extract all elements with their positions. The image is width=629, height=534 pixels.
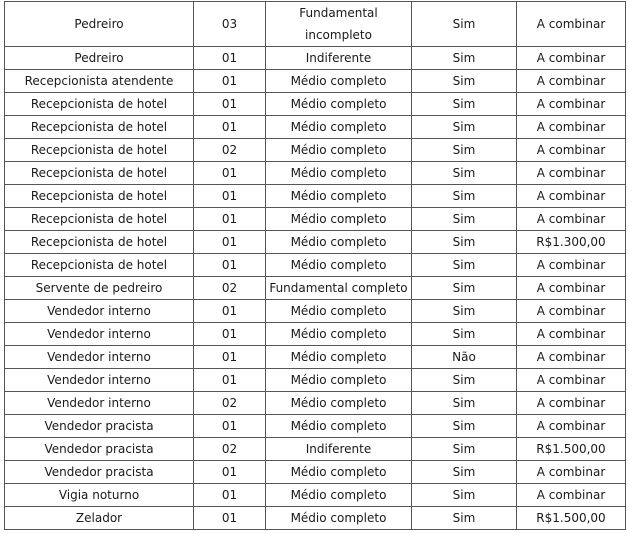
cell-vagas: 01 — [194, 254, 266, 277]
cell-vagas: 01 — [194, 484, 266, 507]
cell-escolaridade: Médio completo — [266, 507, 412, 530]
cell-escolaridade: Médio completo — [266, 162, 412, 185]
cell-experiencia: Sim — [412, 369, 517, 392]
cell-escolaridade: Médio completo — [266, 461, 412, 484]
cell-vagas: 01 — [194, 461, 266, 484]
cell-experiencia: Sim — [412, 116, 517, 139]
cell-salario: A combinar — [517, 323, 626, 346]
cell-cargo: Recepcionista de hotel — [5, 116, 194, 139]
cell-cargo: Pedreiro — [5, 2, 194, 47]
table-row — [5, 392, 626, 415]
cell-vagas: 02 — [194, 139, 266, 162]
cell-experiencia: Sim — [412, 47, 517, 70]
cell-experiencia: Sim — [412, 300, 517, 323]
cell-experiencia: Sim — [412, 185, 517, 208]
cell-escolaridade: Médio completo — [266, 231, 412, 254]
cell-escolaridade: Médio completo — [266, 254, 412, 277]
cell-vagas: 02 — [194, 277, 266, 300]
cell-cargo: Vendedor pracista — [5, 461, 194, 484]
cell-experiencia: Sim — [412, 392, 517, 415]
cell-vagas: 01 — [194, 300, 266, 323]
table-row — [5, 461, 626, 484]
cell-experiencia: Sim — [412, 415, 517, 438]
cell-salario: A combinar — [517, 139, 626, 162]
cell-experiencia: Sim — [412, 70, 517, 93]
cell-escolaridade: Médio completo — [266, 185, 412, 208]
cell-salario: A combinar — [517, 300, 626, 323]
cell-experiencia: Sim — [412, 461, 517, 484]
table-row — [5, 369, 626, 392]
cell-cargo: Recepcionista atendente — [5, 70, 194, 93]
cell-cargo: Pedreiro — [5, 47, 194, 70]
cell-escolaridade: Médio completo — [266, 484, 412, 507]
table-row — [5, 346, 626, 369]
cell-vagas: 01 — [194, 415, 266, 438]
job-listings-table — [4, 1, 626, 530]
cell-vagas: 01 — [194, 47, 266, 70]
table-row — [5, 2, 626, 47]
cell-experiencia: Sim — [412, 277, 517, 300]
cell-experiencia: Sim — [412, 93, 517, 116]
cell-vagas: 01 — [194, 507, 266, 530]
cell-cargo: Vendedor interno — [5, 323, 194, 346]
cell-experiencia: Sim — [412, 231, 517, 254]
table-row — [5, 93, 626, 116]
cell-vagas: 01 — [194, 231, 266, 254]
cell-salario: A combinar — [517, 116, 626, 139]
cell-experiencia: Sim — [412, 139, 517, 162]
job-listings-table-container — [4, 1, 626, 530]
table-row — [5, 116, 626, 139]
table-body — [5, 2, 626, 530]
table-row — [5, 254, 626, 277]
cell-salario: R$1.500,00 — [517, 507, 626, 530]
cell-escolaridade: Médio completo — [266, 70, 412, 93]
cell-escolaridade: Indiferente — [266, 47, 412, 70]
cell-cargo: Recepcionista de hotel — [5, 162, 194, 185]
cell-experiencia: Não — [412, 346, 517, 369]
table-row — [5, 185, 626, 208]
cell-vagas: 02 — [194, 392, 266, 415]
cell-salario: A combinar — [517, 277, 626, 300]
cell-cargo: Recepcionista de hotel — [5, 231, 194, 254]
cell-cargo: Vendedor interno — [5, 369, 194, 392]
cell-cargo: Vigia noturno — [5, 484, 194, 507]
table-row — [5, 162, 626, 185]
cell-cargo: Vendedor interno — [5, 300, 194, 323]
cell-escolaridade: Médio completo — [266, 392, 412, 415]
cell-cargo: Recepcionista de hotel — [5, 208, 194, 231]
cell-vagas: 01 — [194, 70, 266, 93]
cell-experiencia: Sim — [412, 162, 517, 185]
table-row — [5, 139, 626, 162]
cell-experiencia: Sim — [412, 254, 517, 277]
table-row — [5, 208, 626, 231]
cell-salario: R$1.300,00 — [517, 231, 626, 254]
cell-salario: A combinar — [517, 346, 626, 369]
cell-vagas: 01 — [194, 208, 266, 231]
cell-cargo: Recepcionista de hotel — [5, 254, 194, 277]
cell-escolaridade: Médio completo — [266, 300, 412, 323]
cell-vagas: 01 — [194, 346, 266, 369]
cell-salario: A combinar — [517, 254, 626, 277]
cell-salario: A combinar — [517, 47, 626, 70]
cell-escolaridade: Médio completo — [266, 208, 412, 231]
cell-experiencia: Sim — [412, 323, 517, 346]
cell-vagas: 01 — [194, 162, 266, 185]
table-row — [5, 300, 626, 323]
cell-cargo: Vendedor pracista — [5, 415, 194, 438]
cell-experiencia: Sim — [412, 507, 517, 530]
cell-escolaridade: Médio completo — [266, 346, 412, 369]
cell-escolaridade: Fundamental completo — [266, 277, 412, 300]
cell-salario: A combinar — [517, 2, 626, 47]
cell-escolaridade: Médio completo — [266, 415, 412, 438]
cell-cargo: Vendedor interno — [5, 346, 194, 369]
cell-salario: A combinar — [517, 185, 626, 208]
cell-salario: A combinar — [517, 93, 626, 116]
cell-vagas: 01 — [194, 369, 266, 392]
cell-escolaridade: Médio completo — [266, 369, 412, 392]
cell-experiencia: Sim — [412, 2, 517, 47]
cell-escolaridade: Fundamental incompleto — [266, 2, 412, 47]
table-row — [5, 507, 626, 530]
cell-vagas: 01 — [194, 93, 266, 116]
table-row — [5, 415, 626, 438]
cell-escolaridade: Médio completo — [266, 93, 412, 116]
cell-cargo: Servente de pedreiro — [5, 277, 194, 300]
table-row — [5, 438, 626, 461]
cell-cargo: Vendedor interno — [5, 392, 194, 415]
cell-escolaridade: Médio completo — [266, 139, 412, 162]
cell-escolaridade: Médio completo — [266, 116, 412, 139]
cell-salario: A combinar — [517, 392, 626, 415]
table-row — [5, 277, 626, 300]
table-row — [5, 47, 626, 70]
cell-cargo: Recepcionista de hotel — [5, 185, 194, 208]
cell-vagas: 01 — [194, 185, 266, 208]
cell-escolaridade: Médio completo — [266, 323, 412, 346]
cell-vagas: 01 — [194, 116, 266, 139]
cell-experiencia: Sim — [412, 438, 517, 461]
cell-cargo: Zelador — [5, 507, 194, 530]
cell-cargo: Recepcionista de hotel — [5, 139, 194, 162]
cell-salario: A combinar — [517, 415, 626, 438]
table-row — [5, 323, 626, 346]
cell-vagas: 02 — [194, 438, 266, 461]
table-row — [5, 484, 626, 507]
cell-cargo: Recepcionista de hotel — [5, 93, 194, 116]
table-row — [5, 231, 626, 254]
table-row — [5, 70, 626, 93]
cell-experiencia: Sim — [412, 484, 517, 507]
cell-cargo: Vendedor pracista — [5, 438, 194, 461]
cell-salario: A combinar — [517, 461, 626, 484]
cell-vagas: 03 — [194, 2, 266, 47]
cell-salario: A combinar — [517, 208, 626, 231]
cell-experiencia: Sim — [412, 208, 517, 231]
cell-salario: R$1.500,00 — [517, 438, 626, 461]
cell-salario: A combinar — [517, 162, 626, 185]
cell-salario: A combinar — [517, 70, 626, 93]
cell-vagas: 01 — [194, 323, 266, 346]
cell-escolaridade: Indiferente — [266, 438, 412, 461]
cell-salario: A combinar — [517, 369, 626, 392]
cell-salario: A combinar — [517, 484, 626, 507]
